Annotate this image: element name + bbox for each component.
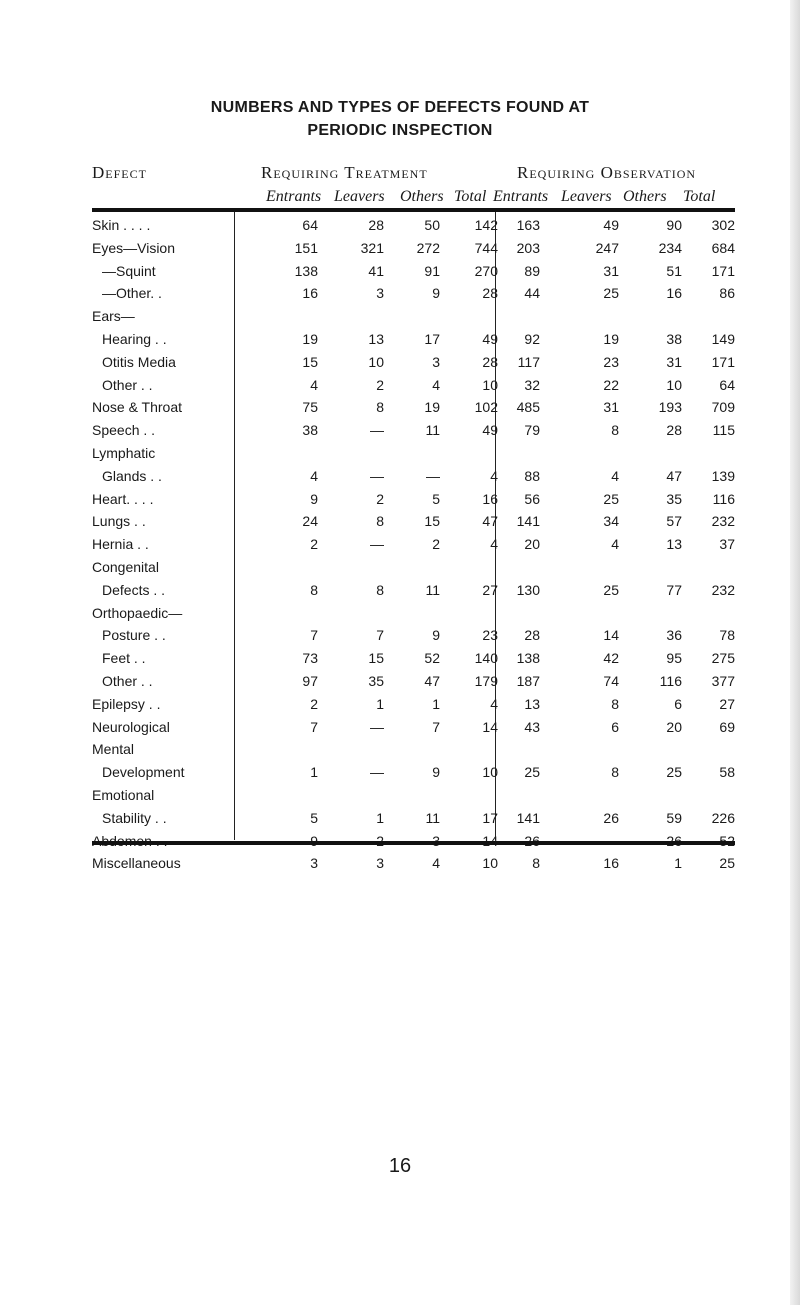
table-cell: 59 xyxy=(666,809,682,826)
table-cell: 138 xyxy=(516,650,540,667)
table-cell: 275 xyxy=(711,650,735,667)
table-cell: 79 xyxy=(524,422,540,439)
table-cell xyxy=(440,556,498,579)
table-cell: 171 xyxy=(711,353,735,370)
table-cell: 47 xyxy=(666,467,682,484)
table-cell: 15 xyxy=(302,353,318,370)
table-cell: 116 xyxy=(712,490,735,507)
table-cell xyxy=(619,556,682,579)
table-cell xyxy=(540,556,619,579)
table-cell: 27 xyxy=(482,581,498,598)
table-cell: 64 xyxy=(302,217,318,233)
table-cell: 49 xyxy=(603,217,619,233)
defects-table xyxy=(92,214,735,875)
table-cell: 90 xyxy=(666,217,682,233)
table-cell: 8 xyxy=(532,855,540,872)
table-cell: 27 xyxy=(719,695,735,712)
table-cell xyxy=(318,305,384,328)
table-cell: 1 xyxy=(674,855,682,872)
sub-header-entrants-observation: Entrants xyxy=(493,188,549,205)
table-cell: 28 xyxy=(482,353,498,370)
title-line-1: NUMBERS AND TYPES OF DEFECTS FOUND AT xyxy=(210,99,590,116)
table-cell: 1 xyxy=(376,809,384,826)
table-cell xyxy=(440,442,498,465)
table-cell: 9 xyxy=(432,764,440,781)
table-row xyxy=(92,556,735,579)
table-cell: 47 xyxy=(482,513,498,530)
table-cell: 25 xyxy=(666,764,682,781)
table-cell: 5 xyxy=(310,809,318,826)
row-label: Nose & Throat xyxy=(92,399,183,416)
table-cell xyxy=(619,305,682,328)
table-row xyxy=(92,488,735,511)
table-cell: — xyxy=(370,536,384,553)
table-bottom-rule xyxy=(92,841,735,845)
table-cell: 10 xyxy=(482,376,498,393)
table-cell: 24 xyxy=(302,513,318,530)
table-cell: 64 xyxy=(719,376,735,393)
table-cell: 11 xyxy=(425,581,440,598)
table-cell: 193 xyxy=(658,399,682,416)
table-cell: 10 xyxy=(482,764,498,781)
row-label: Emotional xyxy=(92,786,155,803)
table-row xyxy=(92,647,735,670)
table-cell xyxy=(440,602,498,625)
table-cell: 232 xyxy=(711,581,735,598)
table-cell: 179 xyxy=(474,672,498,689)
table-cell xyxy=(234,784,318,807)
table-cell xyxy=(682,784,735,807)
table-cell: 19 xyxy=(302,330,318,347)
table-cell: 57 xyxy=(666,513,682,530)
table-cell: 11 xyxy=(425,809,440,826)
table-cell: 20 xyxy=(524,536,540,553)
row-label: Otitis Media xyxy=(102,353,176,370)
table-cell: 58 xyxy=(719,764,735,781)
table-cell: 10 xyxy=(666,376,682,393)
table-row xyxy=(92,693,735,716)
table-cell: 6 xyxy=(674,695,682,712)
table-row xyxy=(92,761,735,784)
table-cell: 232 xyxy=(711,513,735,530)
row-label: —Squint xyxy=(102,262,156,279)
row-label: Lungs . . xyxy=(92,513,146,530)
table-cell: 31 xyxy=(603,399,619,416)
table-cell: — xyxy=(370,422,384,439)
table-cell: 51 xyxy=(666,262,682,279)
table-cell: 4 xyxy=(611,467,619,484)
table-cell: 44 xyxy=(524,285,540,302)
table-cell xyxy=(440,738,498,761)
table-row xyxy=(92,260,735,283)
row-label: Glands . . xyxy=(102,467,162,484)
table-cell xyxy=(234,738,318,761)
table-cell: 19 xyxy=(424,399,440,416)
table-cell: 73 xyxy=(302,650,318,667)
table-cell: 7 xyxy=(310,627,318,644)
table-cell xyxy=(384,442,440,465)
table-cell: 25 xyxy=(524,764,540,781)
table-cell: 8 xyxy=(376,581,384,598)
sub-header-total-observation: Total xyxy=(683,188,716,205)
table-cell: 684 xyxy=(711,239,735,256)
table-cell: 7 xyxy=(376,627,384,644)
table-cell: 140 xyxy=(474,650,498,667)
row-label: Congenital xyxy=(92,558,159,575)
table-cell: 95 xyxy=(666,650,682,667)
table-cell xyxy=(234,602,318,625)
table-cell: 74 xyxy=(603,672,619,689)
table-cell: 49 xyxy=(482,330,498,347)
table-cell: 16 xyxy=(603,855,619,872)
table-cell: 75 xyxy=(302,399,318,416)
table-row xyxy=(92,282,735,305)
table-cell: 35 xyxy=(368,672,384,689)
table-row xyxy=(92,351,735,374)
table-cell: 2 xyxy=(376,376,384,393)
row-label: Development xyxy=(102,764,185,781)
table-cell: 3 xyxy=(376,855,384,872)
table-row xyxy=(92,328,735,351)
row-label: Defects . . xyxy=(102,581,166,598)
table-cell: 3 xyxy=(432,353,440,370)
table-row xyxy=(92,670,735,693)
table-row xyxy=(92,214,735,237)
table-row xyxy=(92,579,735,602)
table-cell: 4 xyxy=(432,376,440,393)
table-row xyxy=(92,442,735,465)
table-cell: 69 xyxy=(719,718,735,735)
table-cell: 1 xyxy=(310,764,318,781)
table-cell: 56 xyxy=(524,490,540,507)
table-row xyxy=(92,807,735,830)
table-cell xyxy=(682,442,735,465)
table-cell xyxy=(384,784,440,807)
row-label: Stability . . xyxy=(102,809,167,826)
row-label: —Other. . xyxy=(102,285,162,302)
table-row xyxy=(92,465,735,488)
table-cell xyxy=(384,738,440,761)
table-cell xyxy=(384,305,440,328)
table-cell: 2 xyxy=(432,536,440,553)
table-cell: 4 xyxy=(310,467,318,484)
table-cell: 17 xyxy=(482,809,498,826)
table-cell: 35 xyxy=(666,490,682,507)
sub-header-others-treatment: Others xyxy=(400,188,444,205)
sub-header-total-treatment: Total xyxy=(454,188,487,205)
row-label: Neurological xyxy=(92,718,170,735)
table-cell: 10 xyxy=(368,353,384,370)
table-row xyxy=(92,738,735,761)
table-cell: 26 xyxy=(603,809,619,826)
sub-header-entrants-treatment: Entrants xyxy=(266,188,322,205)
table-row xyxy=(92,852,735,875)
table-row xyxy=(92,305,735,328)
table-cell: 151 xyxy=(294,239,318,256)
page-edge-shadow xyxy=(790,0,800,1305)
table-cell xyxy=(318,784,384,807)
row-label: Hearing . . xyxy=(102,330,167,347)
table-cell: 11 xyxy=(425,422,440,439)
table-cell: 8 xyxy=(376,513,384,530)
table-cell: 38 xyxy=(302,422,318,439)
table-cell: 5 xyxy=(432,490,440,507)
table-cell: 485 xyxy=(516,399,540,416)
table-cell xyxy=(384,556,440,579)
table-cell: 34 xyxy=(603,513,619,530)
row-label: Lymphatic xyxy=(92,444,156,461)
table-cell: 91 xyxy=(424,262,440,279)
row-label: Heart. . . . xyxy=(92,490,154,507)
table-cell: 8 xyxy=(611,764,619,781)
table-cell: 42 xyxy=(603,650,619,667)
table-cell: 25 xyxy=(603,285,619,302)
table-cell: 115 xyxy=(712,422,735,439)
table-cell xyxy=(498,784,540,807)
table-cell: 14 xyxy=(603,627,619,644)
table-cell xyxy=(234,556,318,579)
row-label: Feet . . xyxy=(102,650,146,667)
table-cell: 163 xyxy=(516,217,540,233)
table-cell: 28 xyxy=(482,285,498,302)
table-cell xyxy=(234,305,318,328)
table-cell: 37 xyxy=(719,536,735,553)
table-cell xyxy=(682,738,735,761)
table-cell: 138 xyxy=(294,262,318,279)
table-cell: 14 xyxy=(482,718,498,735)
table-cell xyxy=(682,602,735,625)
table-cell: 28 xyxy=(524,627,540,644)
page-number: 16 xyxy=(388,1155,412,1177)
table-cell: 31 xyxy=(666,353,682,370)
table-cell: 321 xyxy=(360,239,384,256)
table-cell: 10 xyxy=(482,855,498,872)
page-title xyxy=(0,96,800,142)
table-cell: 4 xyxy=(490,467,498,484)
table-cell: 234 xyxy=(658,239,682,256)
table-cell: 88 xyxy=(524,467,540,484)
table-cell: 141 xyxy=(516,809,540,826)
table-cell: 13 xyxy=(524,695,540,712)
table-cell xyxy=(498,305,540,328)
table-cell xyxy=(318,556,384,579)
table-cell xyxy=(318,602,384,625)
table-cell xyxy=(498,556,540,579)
table-cell: 41 xyxy=(368,262,384,279)
table-cell: 9 xyxy=(432,285,440,302)
table-cell: 23 xyxy=(603,353,619,370)
row-label: Miscellaneous xyxy=(92,855,181,872)
table-cell: 4 xyxy=(490,536,498,553)
table-cell: 377 xyxy=(711,672,735,689)
table-cell: 9 xyxy=(310,490,318,507)
table-cell: 102 xyxy=(474,399,498,416)
table-cell: 47 xyxy=(424,672,440,689)
table-cell: 187 xyxy=(516,672,540,689)
table-cell: 117 xyxy=(517,353,540,370)
table-cell: 50 xyxy=(424,217,440,233)
table-cell: 19 xyxy=(603,330,619,347)
row-label: Ears— xyxy=(92,308,135,325)
table-cell: 22 xyxy=(603,376,619,393)
table-cell: 709 xyxy=(711,399,735,416)
table-cell: — xyxy=(426,467,440,484)
table-cell xyxy=(498,602,540,625)
treatment-header: Requiring Treatment xyxy=(261,163,428,182)
table-cell: 1 xyxy=(376,695,384,712)
table-cell: 116 xyxy=(659,672,682,689)
table-cell: 744 xyxy=(474,239,498,256)
table-cell xyxy=(682,556,735,579)
table-cell xyxy=(234,442,318,465)
title-line-2: PERIODIC INSPECTION xyxy=(307,122,493,139)
table-cell: 16 xyxy=(302,285,318,302)
table-cell: 141 xyxy=(516,513,540,530)
table-cell: 97 xyxy=(302,672,318,689)
table-cell: 43 xyxy=(524,718,540,735)
table-cell: 4 xyxy=(490,695,498,712)
table-cell: 4 xyxy=(310,376,318,393)
table-cell: 28 xyxy=(368,217,384,233)
table-cell: 6 xyxy=(611,718,619,735)
table-cell: 9 xyxy=(432,627,440,644)
table-cell: 16 xyxy=(666,285,682,302)
table-cell: 272 xyxy=(416,239,440,256)
table-top-rule xyxy=(92,208,735,212)
table-cell: 7 xyxy=(310,718,318,735)
table-cell: 20 xyxy=(666,718,682,735)
table-cell: 15 xyxy=(368,650,384,667)
table-cell: 130 xyxy=(516,581,540,598)
table-cell: — xyxy=(370,764,384,781)
table-cell: 17 xyxy=(424,330,440,347)
table-cell xyxy=(318,442,384,465)
table-row xyxy=(92,602,735,625)
table-cell: 15 xyxy=(424,513,440,530)
table-cell xyxy=(619,442,682,465)
table-cell xyxy=(540,305,619,328)
table-cell xyxy=(498,738,540,761)
table-cell: 226 xyxy=(711,809,735,826)
table-cell: 86 xyxy=(719,285,735,302)
table-cell: 8 xyxy=(376,399,384,416)
table-cell: 32 xyxy=(524,376,540,393)
table-cell xyxy=(619,602,682,625)
table-cell: 1 xyxy=(432,695,440,712)
row-label: Other . . xyxy=(102,672,153,689)
table-cell: — xyxy=(370,467,384,484)
table-cell xyxy=(540,784,619,807)
row-label: Speech . . xyxy=(92,422,156,439)
table-row xyxy=(92,374,735,397)
defect-header: Defect xyxy=(92,163,147,182)
table-cell: 8 xyxy=(310,581,318,598)
table-cell: 78 xyxy=(719,627,735,644)
table-cell xyxy=(540,602,619,625)
table-cell: 139 xyxy=(711,467,735,484)
table-cell xyxy=(619,784,682,807)
table-cell: 92 xyxy=(524,330,540,347)
table-cell: 31 xyxy=(603,262,619,279)
table-cell xyxy=(384,602,440,625)
table-cell: 2 xyxy=(376,490,384,507)
table-row xyxy=(92,784,735,807)
table-cell: 7 xyxy=(432,718,440,735)
row-label: Posture . . xyxy=(102,627,166,644)
table-cell: 38 xyxy=(666,330,682,347)
table-row xyxy=(92,396,735,419)
table-cell: 4 xyxy=(611,536,619,553)
table-row xyxy=(92,419,735,442)
table-cell: 16 xyxy=(482,490,498,507)
table-cell: 28 xyxy=(666,422,682,439)
table-cell: 2 xyxy=(310,695,318,712)
table-cell: 23 xyxy=(482,627,498,644)
table-cell: 8 xyxy=(611,695,619,712)
sub-header-leavers-treatment: Leavers xyxy=(334,188,385,205)
table-cell xyxy=(440,784,498,807)
table-cell: 4 xyxy=(432,855,440,872)
table-row xyxy=(92,716,735,739)
row-label: Mental xyxy=(92,741,135,758)
table-cell: 149 xyxy=(711,330,735,347)
row-label: Epilepsy . . xyxy=(92,695,161,712)
table-cell: 142 xyxy=(474,217,498,233)
table-cell: 8 xyxy=(611,422,619,439)
row-label: Orthopaedic— xyxy=(92,604,183,621)
table-row xyxy=(92,237,735,260)
row-label: Skin . . . . xyxy=(92,217,151,233)
table-cell xyxy=(682,305,735,328)
observation-header: Requiring Observation xyxy=(517,163,697,182)
row-label: Other . . xyxy=(102,376,153,393)
table-cell: 52 xyxy=(424,650,440,667)
table-cell xyxy=(318,738,384,761)
table-cell: 49 xyxy=(482,422,498,439)
table-cell: 77 xyxy=(666,581,682,598)
table-cell: 13 xyxy=(368,330,384,347)
table-row xyxy=(92,533,735,556)
table-cell: 25 xyxy=(603,581,619,598)
sub-header-others-observation: Others xyxy=(623,188,667,205)
table-cell: 270 xyxy=(474,262,498,279)
table-cell: 89 xyxy=(524,262,540,279)
table-cell: 25 xyxy=(603,490,619,507)
table-cell xyxy=(619,738,682,761)
table-cell: 302 xyxy=(711,217,735,233)
table-cell: — xyxy=(370,718,384,735)
table-cell: 2 xyxy=(310,536,318,553)
table-cell: 171 xyxy=(711,262,735,279)
sub-header-leavers-observation: Leavers xyxy=(561,188,612,205)
table-cell xyxy=(440,305,498,328)
table-cell: 247 xyxy=(595,239,619,256)
table-cell xyxy=(498,442,540,465)
table-cell xyxy=(540,738,619,761)
row-label: Eyes—Vision xyxy=(92,239,176,256)
table-cell: 3 xyxy=(310,855,318,872)
table-row xyxy=(92,510,735,533)
row-label: Hernia . . xyxy=(92,536,149,553)
table-cell: 36 xyxy=(666,627,682,644)
table-cell: 3 xyxy=(376,285,384,302)
table-cell: 13 xyxy=(666,536,682,553)
table-cell: 203 xyxy=(516,239,540,256)
table-cell: 25 xyxy=(719,855,735,872)
table-cell xyxy=(540,442,619,465)
table-row xyxy=(92,624,735,647)
